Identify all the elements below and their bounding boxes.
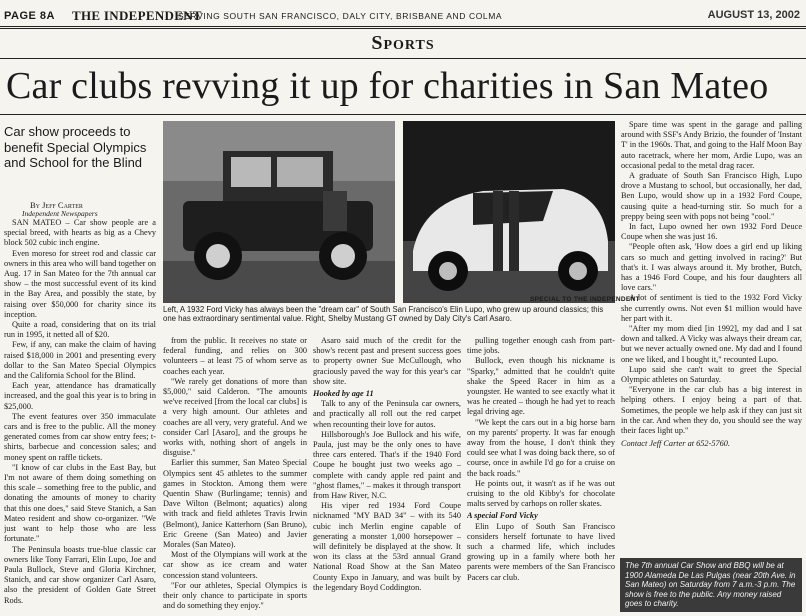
issue-date: AUGUST 13, 2002 [707, 9, 800, 21]
paragraph: Elin Lupo of South San Francisco considers herself fortunate to have lived such a charmed life, which includes growing up in a family where both her parents were members of the San Francisco Pacers car club. [467, 521, 615, 582]
paragraph: Each year, attendance has dramatically increased, and the goal this year is to bring in $25,000. [4, 381, 156, 411]
column-2 [163, 336, 307, 614]
photo-shelby-mustang [403, 121, 615, 303]
paragraph: "People often ask, 'How does a girl end up liking cars so much and getting involved in racing?' But that's it. I was always around it. My brother, Butch, has a 1946 Ford Coupe, and his four daughters all love cars." [621, 242, 802, 293]
paragraph: His viper red 1934 Ford Coupe nicknamed "MY BAD 34" – with its 540 cubic inch Merlin engine capable of generating a monster 1,000 horsepower – will definitely be displayed at the show. It won its class at the 53rd annual Grand National Road Show at the San Mateo County Expo in January, and was built by the legendary Boyd Coddington. [313, 501, 461, 592]
column-4-body [467, 522, 615, 583]
paragraph: "We rarely get donations of more than $5,000," said Calderon. "The amounts we've received [from the local car clubs] is a very high amount. Our athletes and coaches are all very, very grateful. And we consider Carl [Asaro], and the groups he works with, nothing short of angels in disguise." [163, 376, 307, 458]
column-3-intro [313, 336, 461, 387]
shelby-mustang-image [403, 121, 615, 303]
section-rule [0, 58, 806, 59]
byline-name: By Jeff Carter [30, 200, 83, 210]
masthead-rule-2 [0, 28, 806, 29]
paragraph: The Peninsula boasts true-blue classic car owners like Tony Farrari, Elin Lupo, Joe and Paula Bullock, Steve and Gloria Kirchner, Stanich, and car show organizer Carl Asaro, also the president of Golden Gate Street Rods. [4, 544, 156, 605]
paragraph: Earlier this summer, San Mateo Special Olympics sent 45 athletes to the summer games in Stockton. Among them were Quentin Shaw (Burlingame; tennis) and Dave Wilton (Belmont; aquatics) along with track and field athletes Travis Irwin (Belmont), Janice Katterhorn (San Bruno), Eric Greene (San Mateo) and Javier Morales (San Mateo). [163, 458, 307, 550]
photo-caption: Left, A 1932 Ford Vicky has always been the "dream car" of South San Francisco's Elin Lupo, who grew up around classics; this one has extraordinary sentimental value. Right, Shelby Mustang GT owned by Daly City's Carl Asaro. [163, 305, 604, 324]
byline-org: Independent Newspapers [22, 209, 98, 218]
headline-rule [0, 114, 806, 115]
paragraph: A lot of sentiment is tied to the 1932 Ford Vicky she currently owns. Not even $1 million would have her part with it. [621, 293, 802, 323]
paragraph: SAN MATEO – Car show people are a special breed, with hearts as big as a Chevy block 502 cubic inch engine. [4, 218, 156, 248]
paragraph: The event features over 350 immaculate cars and is free to the public. All the money generated comes from car show entry fees; t-shirts, barbecue and concession sales; and money spent on raffle tickets. [4, 411, 156, 462]
contact-line: Contact Jeff Carter at 652-5760. [621, 439, 731, 449]
photo-ford-vicky [163, 121, 395, 303]
paragraph: "We kept the cars out in a big horse barn on my parents' property. It was far enough away from the house, I don't think they could see what I was doing back there, so of course, once in awhile I'd go for a cruise on the back roads." [467, 417, 615, 478]
headline: Car clubs revving it up for charities in San Mateo [6, 65, 769, 107]
paragraph: Most of the Olympians will work at the car show as ice cream and water concession stand volunteers. [163, 550, 307, 580]
masthead-rule [0, 26, 806, 27]
paragraph: "For our athletes, Special Olympics is their only chance to participate in sports and do something they enjoy." [163, 580, 307, 611]
paragraph: A graduate of South San Francisco High, Lupo drove a Mustang to school, but occasionally, her dad, Ben Lupo, would show up in a 1932 Ford Coupe, causing quite a head-turning stir. So much for a preppy being seen with pops not being "cool." [621, 171, 802, 221]
serving-line: SERVING SOUTH SAN FRANCISCO, DALY CITY, BRISBANE AND COLMA [178, 11, 503, 21]
subhead-hooked: Hooked by age 11 [313, 389, 374, 399]
paragraph: pulling together enough cash from part-time jobs. [467, 336, 615, 356]
column-3-body [313, 399, 461, 593]
ford-vicky-image [163, 121, 395, 303]
paragraph: Few, if any, can make the claim of having raised $18,000 in 2001 and presenting every dollar to the San Mateo Special Olympics and the California School for the Blind. [4, 340, 156, 381]
paragraph: Hillsborough's Joe Bullock and his wife, Paula, just may be the only ones to have three cars entered. That's if the 1940 Ford Coupe he bought just two weeks ago – complete with candy apple red paint and "ghost flames," – makes it through transport from Haw River, N.C. [313, 429, 461, 501]
paragraph: He points out, it wasn't as if he was out cruising to the old Kibby's for chocolate malts served by carhops on roller skates. [467, 478, 615, 509]
column-5-body [621, 120, 802, 436]
paragraph: Talk to any of the Peninsula car owners, and practically all roll out the red carpet when recounting their love for autos. [313, 399, 461, 429]
paragraph: Quite a road, considering that on its trial run in 1995, it netted all of $20. [4, 320, 156, 340]
paragraph: In fact, Lupo owned her own 1932 Ford Deuce Coupe when she was just 16. [621, 222, 802, 242]
paragraph: Bullock, even though his nickname is "Sparky," admitted that he couldn't quite shake the Speed Racer in him as a youngster. He wanted to see exactly what it was he created – though he had yet to reach legal driving age. [467, 356, 615, 417]
paragraph: Asaro said much of the credit for the show's recent past and present success goes to property owner Sue McCullough, who graciously paved the way for this year's car show site. [313, 336, 461, 386]
paragraph: "After my mom died [in 1992], my dad and I sat down and talked. A Vicky was always their dream car, but we never actually owned one. My dad and I found one we liked, and I bought it," recounted Lupo. [621, 324, 802, 364]
column-3 [313, 336, 461, 614]
paragraph: Even moreso for street rod and classic car owners in this area who will band together on Aug. 17 in San Mateo for the 7th annual car show – the most successful event of its kind in the Bay Area, and possibly the state, by raising over $50,000 for charity since its inception. [4, 248, 156, 319]
column-1 [4, 218, 156, 614]
paragraph: Lupo said she can't wait to greet the Special Olympic athletes on Saturday. [621, 364, 802, 385]
paragraph: "Everyone in the car club has a big interest in helping others. I enjoy being a part of that. Sometimes, the people we help ask if they can just sit in the car. And when they do, you should see the way their faces light up." [621, 385, 802, 436]
paragraph: Spare time was spent in the garage and palling around with SSF's Andy Brizio, the founder of 'Instant T' in the 1960s. That, and going to the Half Moon Bay auto racetrack, where her mom, Ardie Lupo, was an occasional pedal to the metal drag racer. [621, 120, 802, 170]
event-info-box: The 7th annual Car Show and BBQ will be at 1900 Alameda De Las Pulgas (near 20th Ave. in San Mateo) on Saturday from 7 a.m.-3 p.m. The show is free to the public. Any money raised goes to charity. [620, 558, 802, 612]
paragraph: "I know of car clubs in the East Bay, but I'm not aware of them doing something on this scale – something free to the public, and donating the amounts of money to charity that this one does," said Steve Stanich, a San Mateo resident and show co-organizer. "We just want to help those who are less fortunate." [4, 462, 156, 544]
column-4-intro [467, 336, 615, 509]
deck: Car show proceeds to benefit Special Olympics and School for the Blind [4, 124, 147, 170]
photo-credit: SPECIAL TO THE INDEPENDENT [530, 296, 640, 303]
paper-name: THE INDEPENDENT [72, 8, 202, 23]
section-title: Sports [371, 32, 435, 54]
subhead-ford-vicky: A special Ford Vicky [467, 511, 538, 521]
paragraph: from the public. It receives no state or federal funding, and relies on 300 volunteers – at least 75 of whom serve as coaches each year. [163, 336, 307, 376]
page-number: PAGE 8A [4, 10, 55, 22]
column-5 [621, 120, 802, 556]
column-4 [467, 336, 615, 614]
